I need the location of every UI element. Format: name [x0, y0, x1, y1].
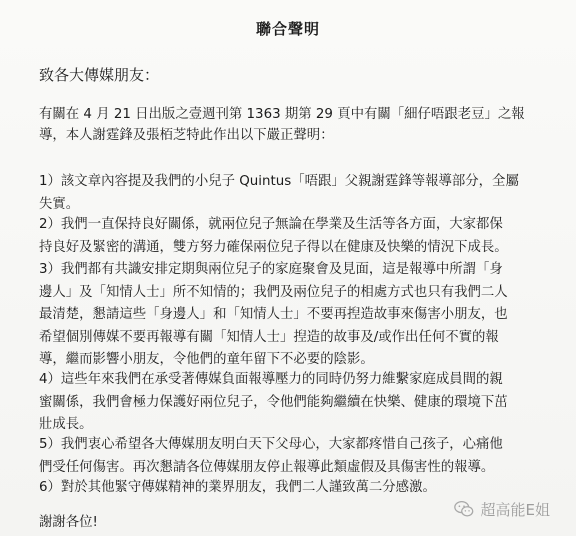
item-line: 們受任何傷害。再次懇請各位傳媒朋友停止報導此類虛假及具傷害性的報導。 — [39, 459, 495, 475]
item-line: 3）我們都有共識安排定期與兩位兒子的家庭聚會及見面，這是報導中所謂「身 — [39, 262, 503, 277]
statement-item-6 — [39, 477, 544, 500]
closing-line: 謝謝各位! — [39, 515, 98, 530]
item-line: 5）我們衷心希望各大傳媒朋友明白天下父母心，大家都疼惜自己孩子，心痛他 — [39, 437, 503, 452]
item-line: 蜜關係，我們會極力保護好兩位兒子，令他們能夠繼續在快樂、健康的環境下茁 — [39, 394, 508, 410]
wechat-icon — [453, 498, 475, 520]
statement-item-1 — [39, 171, 544, 216]
item-line: 1）該文章內容提及我們的小兒子 Quintus「唔跟」父親謝霆鋒等報導部分，全屬 — [39, 174, 519, 189]
item-line: 失實。 — [39, 196, 80, 212]
watermark-text: 超高能E姐 — [480, 500, 550, 519]
statement-title: 聯合聲明 — [255, 20, 320, 38]
statement-item-4 — [39, 369, 544, 437]
item-line: 希望個別傳媒不要再報導有關「知情人士」揑造的故事及/或作出任何不實的報 — [39, 329, 499, 345]
item-line: 持良好及緊密的溝通，雙方努力確保兩位兒子得以在健康及快樂的情況下成長。 — [39, 239, 508, 255]
statement-item-2 — [39, 214, 544, 259]
intro-paragraph — [39, 104, 544, 146]
item-line: 壯成長。 — [39, 417, 93, 432]
item-line: 2）我們一直保持良好關係，就兩位兒子無論在學業及生活等各方面，大家都保 — [39, 217, 503, 232]
watermark — [453, 498, 550, 520]
intro-line: 導，本人謝霆鋒及張栢芝特此作出以下嚴正聲明： — [39, 128, 334, 143]
item-line: 最清楚，懇請這些「身邊人」和「知情人士」不要再揑造故事來傷害小朋友，也 — [39, 307, 508, 322]
item-line: 6）對於其他緊守傳媒精神的業界朋友，我們二人謹致萬二分感激。 — [39, 480, 436, 495]
item-line: 導，繼而影響小朋友，令他們的童年留下不必要的陰影。 — [39, 352, 374, 367]
statement-item-3 — [39, 259, 544, 372]
salutation: 致各大傳媒朋友： — [39, 66, 160, 84]
statement-item-5 — [39, 434, 544, 479]
intro-line: 有關在 4 月 21 日出版之壹週刊第 1363 期第 29 頁中有關「細仔唔跟老豆」之報 — [39, 107, 525, 122]
item-line: 邊人」及「知情人士」所不知情的；我們及兩位兒子的相處方式也只有我們二人 — [39, 284, 508, 300]
item-line: 4）這些年來我們在承受著傳媒負面報導壓力的同時仍努力維繫家庭成員間的親 — [39, 372, 503, 387]
